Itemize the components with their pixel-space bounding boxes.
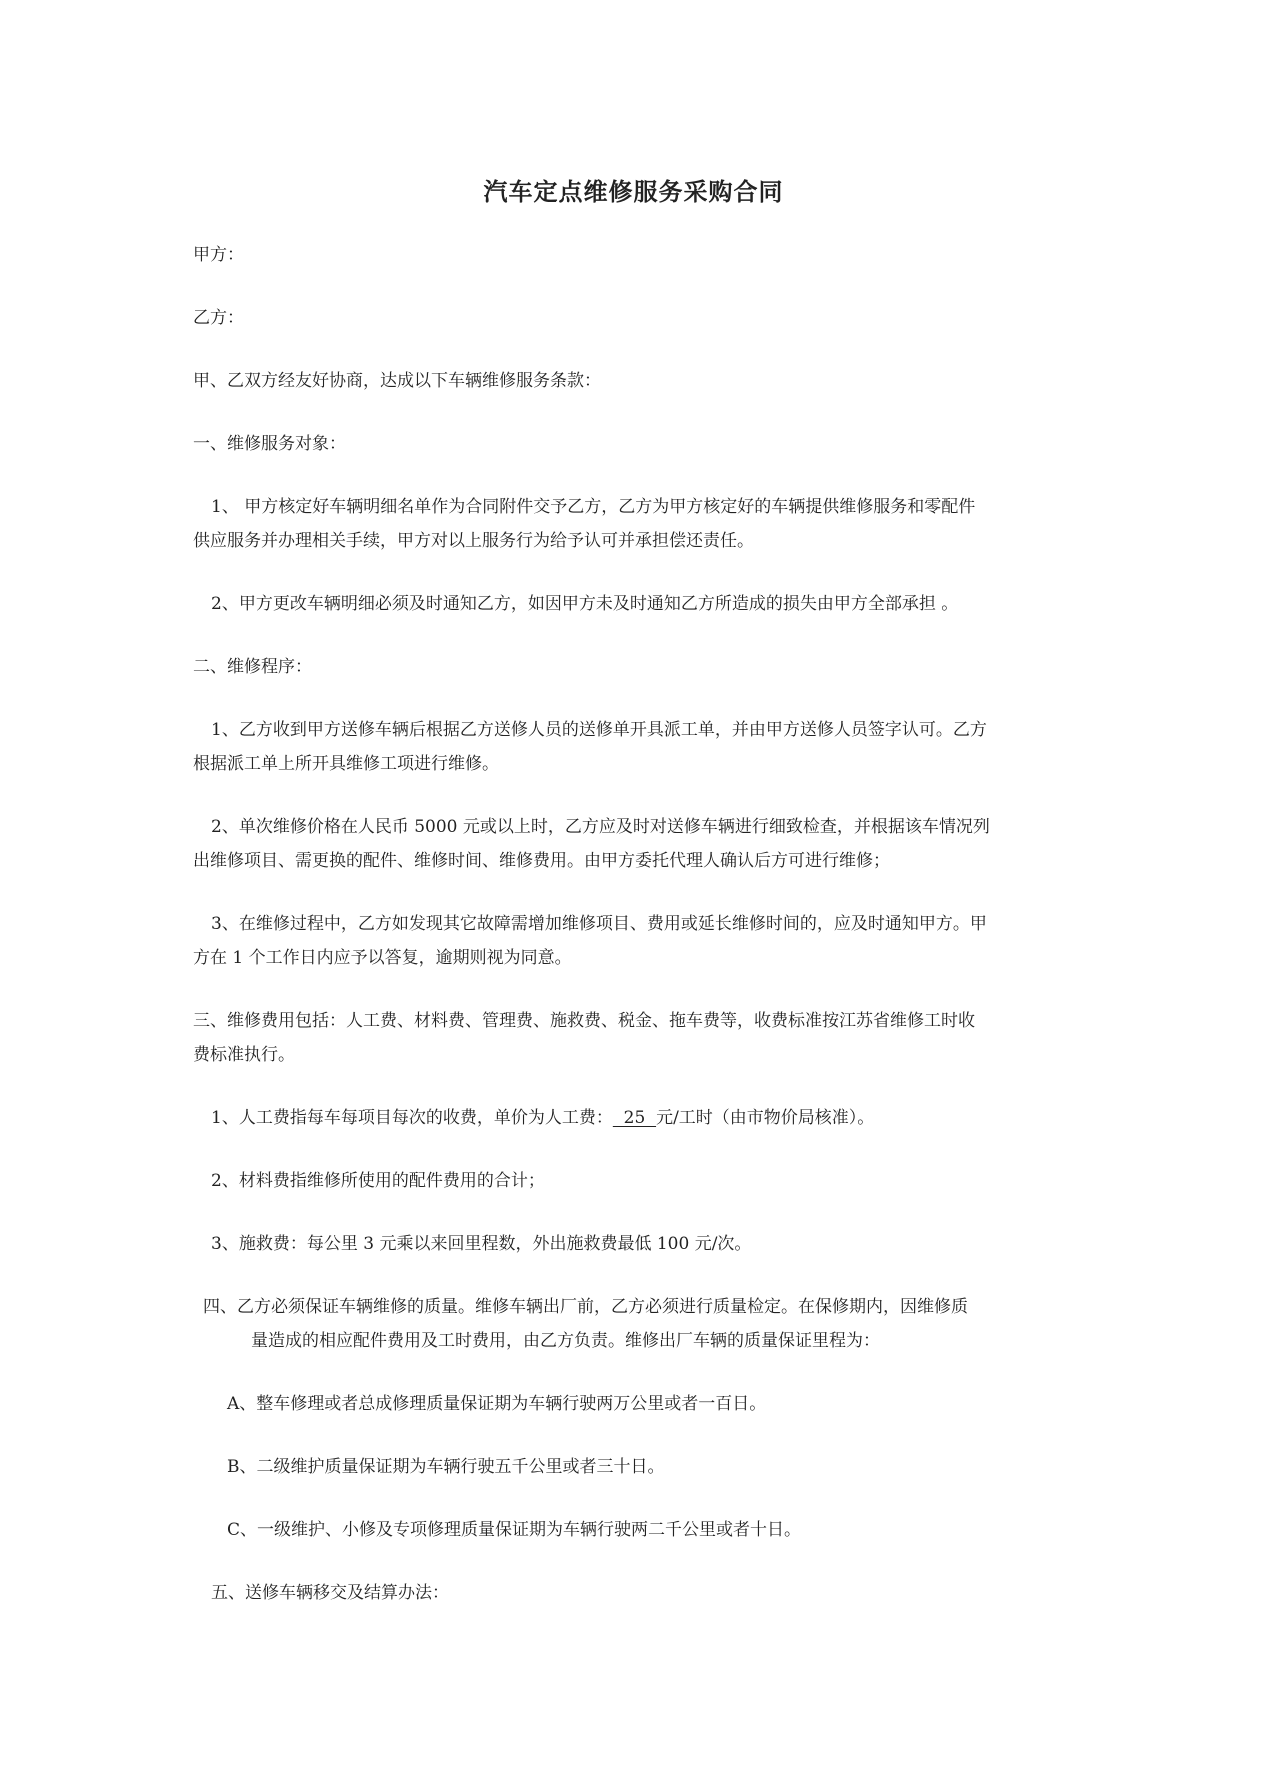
section-1-item-2: 2、甲方更改车辆明细必须及时通知乙方，如因甲方未及时通知乙方所造成的损失由甲方全部承担 。: [211, 594, 959, 614]
intro-paragraph: 甲、乙双方经友好协商，达成以下车辆维修服务条款：: [193, 371, 601, 391]
section-1-item-1-line-2: 供应服务并办理相关手续，甲方对以上服务行为给予认可并承担偿还责任。: [193, 531, 754, 551]
section-2-item-2-line-2: 出维修项目、需更换的配件、维修时间、维修费用。由甲方委托代理人确认后方可进行维修；: [193, 851, 890, 871]
party-b-line: 乙方：: [193, 308, 244, 328]
section-2-item-1-line-2: 根据派工单上所开具维修工项进行维修。: [193, 754, 499, 774]
section-2-item-2-line-1: 2、单次维修价格在人民币 5000 元或以上时，乙方应及时对送修车辆进行细致检查，并根据该车情况列: [211, 817, 990, 837]
section-3-heading-line-2: 费标准执行。: [193, 1045, 295, 1065]
section-4-item-a: A、整车修理或者总成修理质量保证期为车辆行驶两万公里或者一百日。: [227, 1394, 767, 1414]
section-1-heading: 一、维修服务对象：: [193, 434, 346, 454]
document-title: 汽车定点维修服务采购合同: [483, 177, 784, 206]
section-4-line-1: 四、乙方必须保证车辆维修的质量。维修车辆出厂前，乙方必须进行质量检定。在保修期内，因维修质: [203, 1297, 968, 1317]
section-3-item-3: 3、施救费：每公里 3 元乘以来回里程数，外出施救费最低 100 元/次。: [211, 1234, 752, 1254]
labor-fee-prefix: 1、人工费指每车每项目每次的收费，单价为人工费：: [211, 1108, 613, 1128]
section-2-item-3-line-2: 方在 1 个工作日内应予以答复，逾期则视为同意。: [193, 948, 572, 968]
section-5-heading: 五、送修车辆移交及结算办法：: [211, 1583, 449, 1603]
section-2-heading: 二、维修程序：: [193, 657, 312, 677]
section-4-item-b: B、二级维护质量保证期为车辆行驶五千公里或者三十日。: [227, 1457, 665, 1477]
section-3-item-2: 2、材料费指维修所使用的配件费用的合计；: [211, 1171, 545, 1191]
section-4-line-2: 量造成的相应配件费用及工时费用，由乙方负责。维修出厂车辆的质量保证里程为：: [251, 1331, 880, 1351]
section-3-heading-line-1: 三、维修费用包括：人工费、材料费、管理费、施救费、税金、拖车费等，收费标准按江苏省维修工时收: [193, 1011, 975, 1031]
section-1-item-1-line-1: 1、 甲方核定好车辆明细名单作为合同附件交予乙方，乙方为甲方核定好的车辆提供维修服务和零配件: [211, 497, 976, 517]
labor-fee-suffix: 元/工时（由市物价局核准）。: [656, 1108, 875, 1128]
section-3-item-1: [211, 1099, 1101, 1137]
section-2-item-1-line-1: 1、乙方收到甲方送修车辆后根据乙方送修人员的送修单开具派工单，并由甲方送修人员签字认可。乙方: [211, 720, 987, 740]
section-4-item-c: C、一级维护、小修及专项修理质量保证期为车辆行驶两二千公里或者十日。: [227, 1520, 802, 1540]
party-a-line: 甲方：: [193, 245, 244, 265]
labor-fee-value: 25: [612, 1108, 657, 1128]
section-2-item-3-line-1: 3、在维修过程中，乙方如发现其它故障需增加维修项目、费用或延长维修时间的，应及时通知甲方。甲: [211, 914, 987, 934]
